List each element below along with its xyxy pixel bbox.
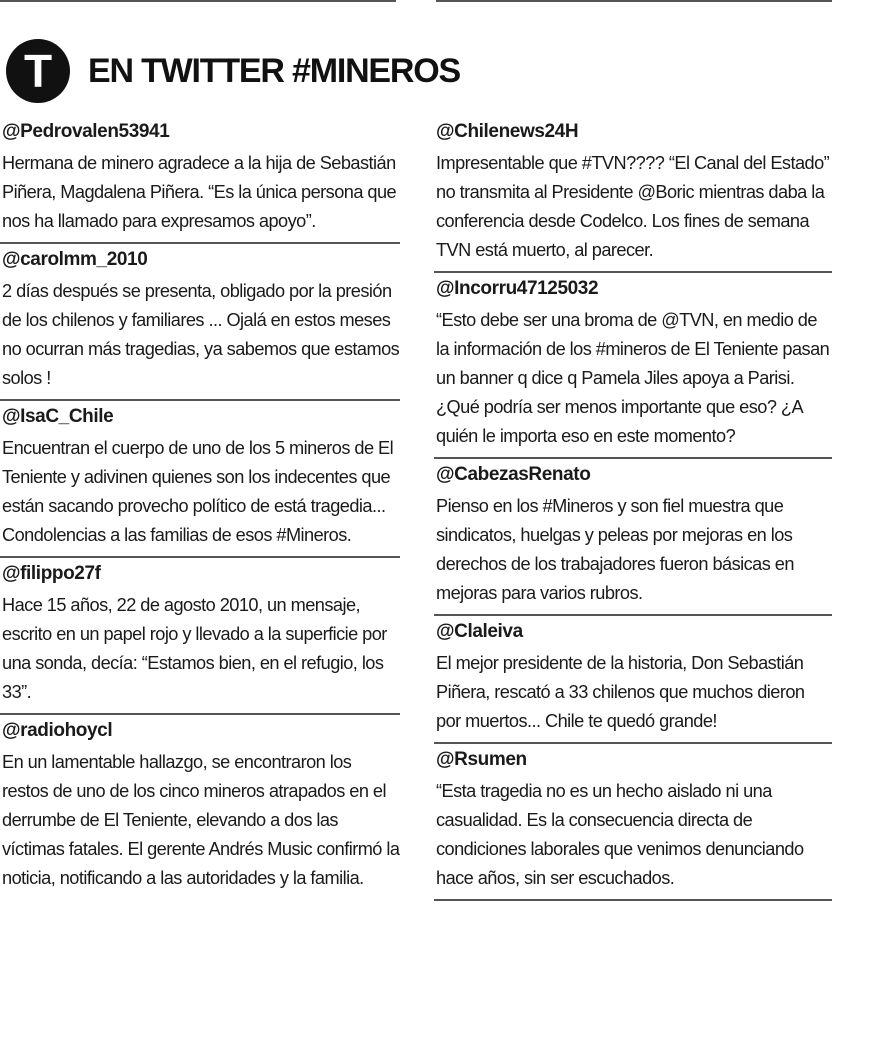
section-header (6, 38, 460, 104)
tweet-item (434, 116, 832, 273)
section-title: EN TWITTER #MINEROS (88, 51, 460, 90)
tweet-text: Impresentable que #TVN???? “El Canal del Estado” no transmita al Presidente @Boric mientras daba la conferencia desde Codelco. Los fines de semana TVN está muerto, al parecer. (436, 153, 830, 260)
tweet-item (434, 744, 832, 901)
tweet-item (0, 116, 400, 244)
tweet-text: “Esto debe ser una broma de @TVN, en medio de la información de los #mineros de El Teniente pasan un banner q dice q Pamela Jiles apoya a Parisi. ¿Qué podría ser menos importante que eso? ¿A quién le importa eso en este momento? (436, 310, 830, 446)
tweet-text: Pienso en los #Mineros y son fiel muestra que sindicatos, huelgas y peleas por mejoras en los derechos de los trabajadores fueron básicas en mejoras para varios rubros. (436, 496, 794, 603)
top-rule-left (0, 0, 396, 2)
tweet-text: En un lamentable hallazgo, se encontraron los restos de uno de los cinco mineros atrapados en el derrumbe de El Teniente, elevando a dos las víctimas fatales. El gerente Andrés Music confirmó la noticia, notificando a las autoridades y la familia. (2, 752, 400, 888)
top-rule-right (436, 0, 832, 2)
tweet-handle: @Incorru47125032 (436, 278, 599, 299)
tweet-item (0, 558, 400, 715)
tweet-handle: @radiohoycl (2, 720, 113, 741)
tweet-handle: @Claleiva (436, 621, 523, 642)
tweet-handle: @IsaC_Chile (2, 406, 114, 427)
tweet-handle: @CabezasRenato (436, 464, 591, 485)
tweet-handle: @Chilenews24H (436, 121, 579, 142)
tweet-text: Hermana de minero agradece a la hija de Sebastián Piñera, Magdalena Piñera. “Es la única persona que nos ha llamado para expresamos apoyo”. (2, 153, 397, 231)
tweet-item (434, 616, 832, 744)
left-column (0, 116, 400, 899)
tweet-item (0, 401, 400, 558)
tweet-handle: @Rsumen (436, 749, 527, 770)
twitter-t-logo-icon: T (6, 39, 70, 103)
tweet-text: 2 días después se presenta, obligado por la presión de los chilenos y familiares ... Ojalá en estos meses no ocurran más tragedias, ya sabemos que estamos solos ! (2, 281, 400, 388)
tweet-item (434, 459, 832, 616)
tweet-item (434, 273, 832, 459)
tweet-handle: @carolmm_2010 (2, 249, 148, 270)
tweet-item (0, 244, 400, 401)
right-column (434, 116, 832, 901)
tweet-text: “Esta tragedia no es un hecho aislado ni una casualidad. Es la consecuencia directa de condiciones laborales que venimos denunciando hace años, sin ser escuchados. (436, 781, 804, 888)
tweet-text: Encuentran el cuerpo de uno de los 5 mineros de El Teniente y adivinen quienes son los indecentes que están sacando provecho político de está tragedia... Condolencias a las familias de esos #Mineros. (2, 438, 394, 545)
tweet-handle: @Pedrovalen53941 (2, 121, 170, 142)
tweet-text: El mejor presidente de la historia, Don Sebastián Piñera, rescató a 33 chilenos que muchos dieron por muertos... Chile te quedó grande! (436, 653, 805, 731)
tweet-item (0, 715, 400, 899)
tweet-text: Hace 15 años, 22 de agosto 2010, un mensaje, escrito en un papel rojo y llevado a la superficie por una sonda, decía: “Estamos bien, en el refugio, los 33”. (2, 595, 387, 702)
tweet-handle: @filippo27f (2, 563, 101, 584)
